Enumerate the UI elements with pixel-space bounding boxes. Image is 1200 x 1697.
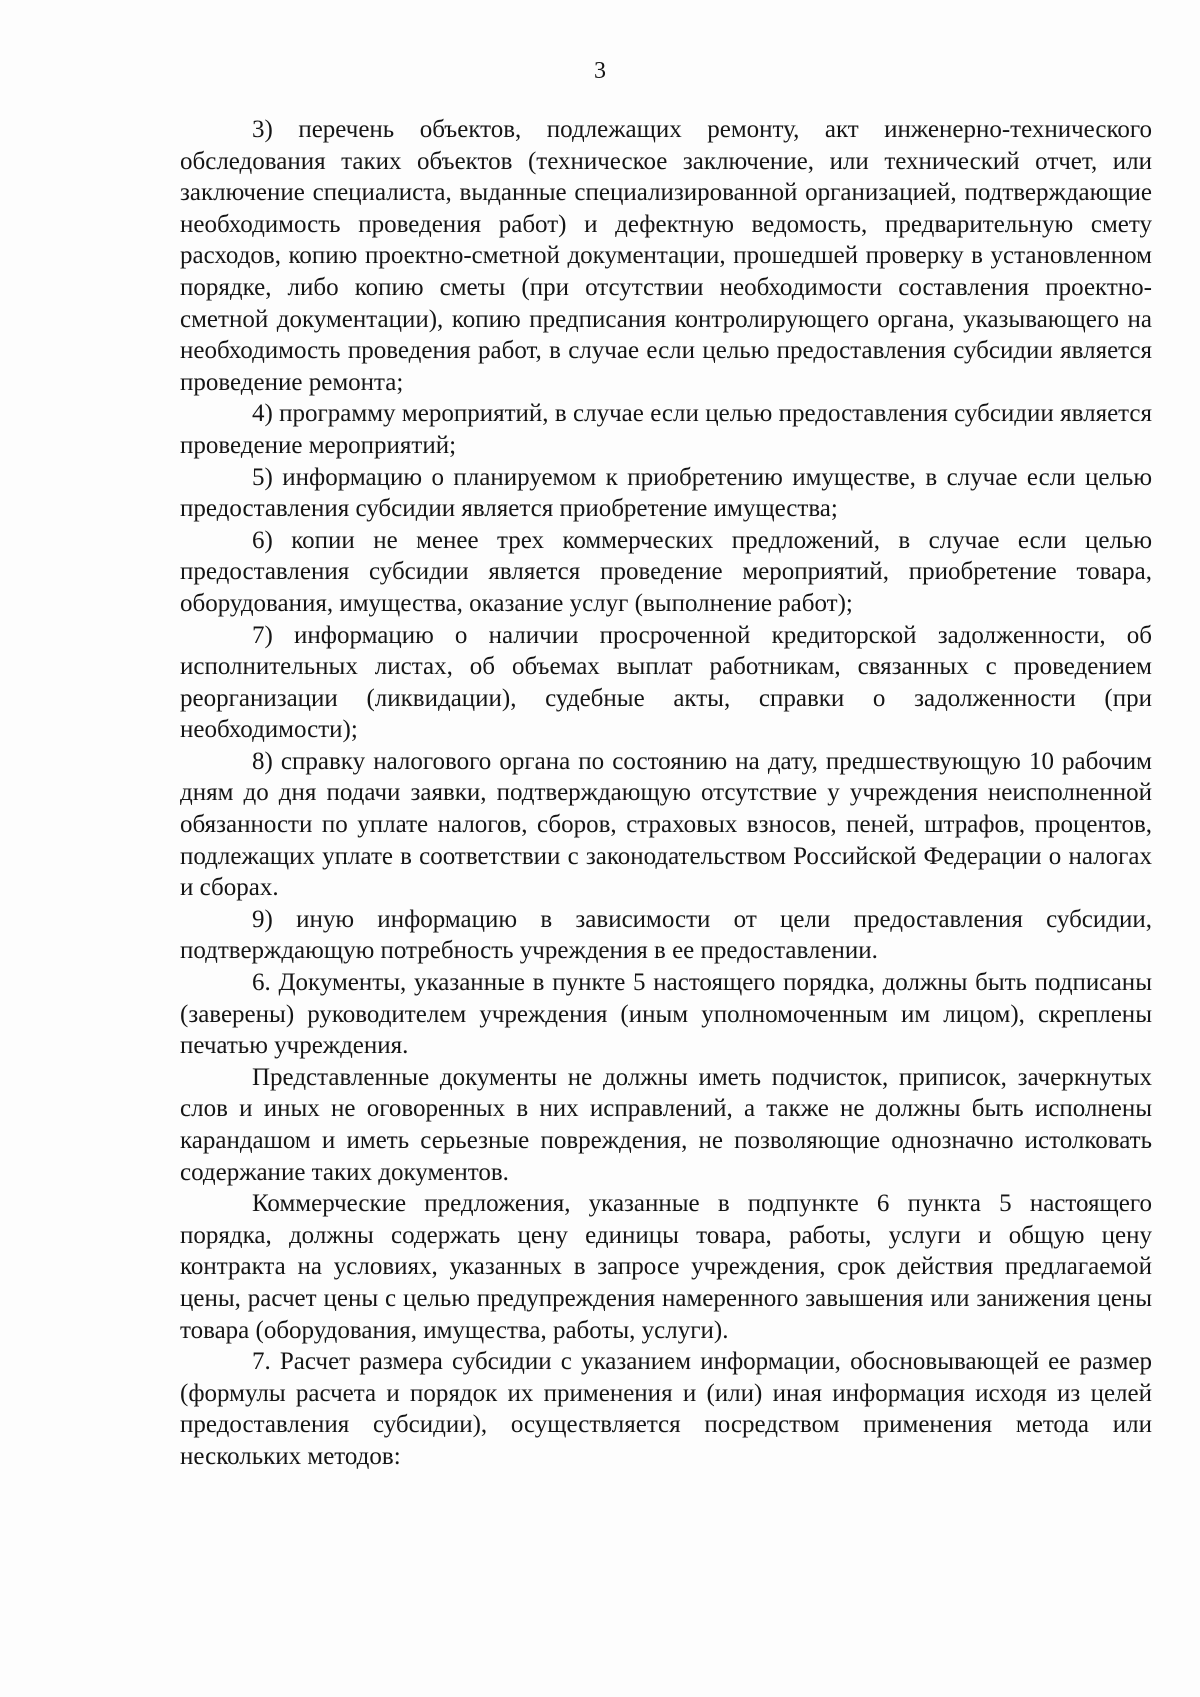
list-item-7-debt-info: 7) информацию о наличии просроченной кредиторской задолженности, об исполнительных листах, об объемах выплат работникам, связанных с проведением реорганизации (ликвидации), судебные акты, справки о задолженности (при необходимости); bbox=[180, 621, 1152, 744]
section-6-documents: 6. Документы, указанные в пункте 5 настоящего порядка, должны быть подписаны (заверены) руководителем учреждения (иным уполномоченным им лицом), скреплены печатью учреждения. bbox=[180, 969, 1152, 1060]
list-item-5-property-info: 5) информацию о планируемом к приобретению имуществе, в случае если целью предоставления субсидии является приобретение имущества; bbox=[180, 463, 1152, 523]
document-body bbox=[180, 114, 1152, 1473]
list-item-3-repair-objects: 3) перечень объектов, подлежащих ремонту, акт инженерно-технического обследования таких объектов (техническое заключение, или технический отчет, или заключение специалиста, выданные специализированной организацией, подтверждающие необходимость проведения работ) и дефектную ведомость, предварительную смету расходов, копию проектно-сметной документации, прошедшей проверку в установленном порядке, либо копию сметы (при отсутствии необходимости составления проектно-сметной документации), копию предписания контролирующего органа, указывающего на необходимость проведения работ, в случае если целью предоставления субсидии является проведение ремонта; bbox=[180, 116, 1152, 396]
list-item-6-commercial-offers: 6) копии не менее трех коммерческих предложений, в случае если целью предоставления субсидии является проведение мероприятий, приобретение товара, оборудования, имущества, оказание услуг (выполнение работ); bbox=[180, 526, 1152, 617]
section-6-document-requirements: Представленные документы не должны иметь подчисток, приписок, зачеркнутых слов и иных не оговоренных в них исправлений, а также не должны быть исполнены карандашом и иметь серьезные повреждения, не позволяющие однозначно истолковать содержание таких документов. bbox=[180, 1063, 1152, 1186]
section-6-commercial-offer-requirements: Коммерческие предложения, указанные в подпункте 6 пункта 5 настоящего порядка, должны содержать цену единицы товара, работы, услуги и общую цену контракта на условиях, указанных в запросе учреждения, срок действия предлагаемой цены, расчет цены с целью предупреждения намеренного завышения или занижения цены товара (оборудования, имущества, работы, услуги). bbox=[180, 1190, 1152, 1344]
list-item-4-program: 4) программу мероприятий, в случае если целью предоставления субсидии является проведение мероприятий; bbox=[180, 400, 1152, 459]
section-7-subsidy-calculation: 7. Расчет размера субсидии с указанием информации, обосновывающей ее размер (формулы расчета и порядок их применения и (или) иная информация исходя из целей предоставления субсидии), осуществляется посредством применения метода или нескольких методов: bbox=[180, 1348, 1152, 1470]
page-number: 3 bbox=[594, 58, 606, 84]
list-item-9-other-info: 9) иную информацию в зависимости от цели предоставления субсидии, подтверждающую потребность учреждения в ее предоставлении. bbox=[180, 905, 1152, 965]
list-item-8-tax-certificate: 8) справку налогового органа по состоянию на дату, предшествующую 10 рабочим дням до дня подачи заявки, подтверждающую отсутствие у учреждения неисполненной обязанности по уплате налогов, сборов, страховых взносов, пеней, штрафов, процентов, подлежащих уплате в соответствии с законодательством Российской Федерации о налогах и сборах. bbox=[180, 747, 1152, 902]
